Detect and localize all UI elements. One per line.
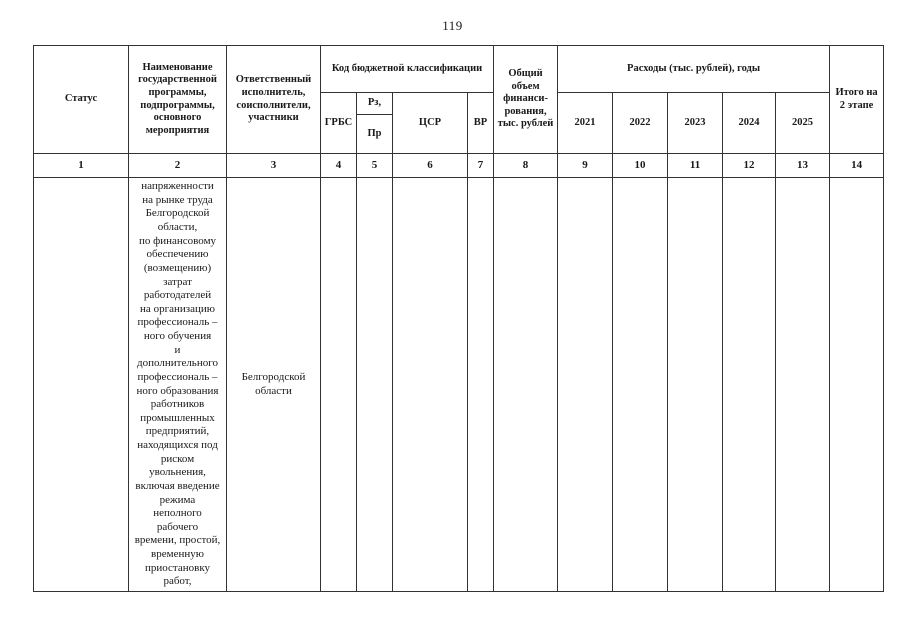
cell-csr xyxy=(393,178,468,592)
text-line: области, xyxy=(157,221,198,233)
column-number: 10 xyxy=(613,154,668,178)
header-total-volume: Общий объем финанси-рования, тыс. рублей xyxy=(494,46,558,154)
text-line: напряженности xyxy=(141,180,214,193)
header-budget-code: Код бюджетной классификации xyxy=(321,46,494,93)
column-number: 8 xyxy=(494,154,558,178)
text-line: ного образования xyxy=(136,384,219,397)
column-number: 11 xyxy=(668,154,723,178)
cell-rz-pr xyxy=(357,178,393,592)
text-line: на рынке труда xyxy=(142,193,213,206)
text-line: затрат xyxy=(163,275,192,288)
header-year-2021: 2021 xyxy=(558,93,613,154)
text-line: режима xyxy=(159,493,196,506)
column-number: 5 xyxy=(357,154,393,178)
header-rz: Рз, xyxy=(357,93,393,115)
text-line: Белгородской xyxy=(241,370,306,383)
text-line: риском xyxy=(160,452,195,465)
header-year-2024: 2024 xyxy=(723,93,776,154)
column-number: 9 xyxy=(558,154,613,178)
text-line: работодателей xyxy=(143,289,212,302)
cell-status xyxy=(34,178,129,592)
cell-2022 xyxy=(613,178,668,592)
text-line: работников xyxy=(150,398,205,411)
header-pr: Пр xyxy=(357,115,393,154)
text-line: увольнения, xyxy=(149,466,206,479)
cell-2025 xyxy=(776,178,830,592)
text-line: неполного xyxy=(153,507,202,520)
text-line: дополнительного xyxy=(137,357,218,370)
header-expenses: Расходы (тыс. рублей), годы xyxy=(558,46,830,93)
header-year-2025: 2025 xyxy=(776,93,830,154)
text-line: (возмещению) xyxy=(143,261,212,274)
cell-2023 xyxy=(668,178,723,592)
text-line: работ, xyxy=(163,575,192,588)
table-row xyxy=(34,178,884,592)
column-number: 14 xyxy=(830,154,884,178)
cell-name xyxy=(129,178,227,592)
header-status: Статус xyxy=(34,46,129,154)
text-line: обеспечению xyxy=(146,248,209,261)
text-line: профессиональ – xyxy=(137,316,218,329)
text-line: приостановку xyxy=(144,561,211,574)
text-line: предприятий, xyxy=(145,425,210,438)
text-line: профессиональ – xyxy=(137,370,218,383)
column-number: 2 xyxy=(129,154,227,178)
cell-total-volume xyxy=(494,178,558,592)
text-line: области xyxy=(255,384,292,397)
text-line: находящихся под xyxy=(137,439,218,451)
header-name: Наименование государственной программы, подпрограммы, основного мероприятия xyxy=(129,46,227,154)
cell-total-stage2 xyxy=(830,178,884,592)
header-grbs: ГРБС xyxy=(321,93,357,154)
text-line: включая введение xyxy=(135,479,220,492)
column-number: 4 xyxy=(321,154,357,178)
header-vr: ВР xyxy=(468,93,494,154)
column-number: 7 xyxy=(468,154,494,178)
text-line: ного обучения xyxy=(143,330,212,342)
cell-grbs xyxy=(321,178,357,592)
column-number: 3 xyxy=(227,154,321,178)
text-line: промышленных xyxy=(140,411,215,424)
column-number: 6 xyxy=(393,154,468,178)
header-total-stage2: Итого на 2 этапе xyxy=(830,46,884,154)
text-line: на организацию xyxy=(140,302,215,315)
cell-2021 xyxy=(558,178,613,592)
column-number: 1 xyxy=(34,154,129,178)
header-year-2022: 2022 xyxy=(613,93,668,154)
cell-2024 xyxy=(723,178,776,592)
text-line: временную xyxy=(151,548,204,560)
text-line: и xyxy=(174,343,181,356)
text-line: по финансовому xyxy=(138,234,217,247)
column-number-row xyxy=(34,154,884,178)
page-number: 119 xyxy=(442,18,463,33)
column-number: 13 xyxy=(776,154,830,178)
text-line: Белгородской xyxy=(145,207,210,220)
header-year-2023: 2023 xyxy=(668,93,723,154)
text-line: рабочего xyxy=(156,520,199,533)
name-lines xyxy=(131,180,224,589)
header-csr: ЦСР xyxy=(393,93,468,154)
header-responsible: Ответственный исполнитель, соисполнители, участники xyxy=(227,46,321,154)
cell-vr xyxy=(468,178,494,592)
column-number: 12 xyxy=(723,154,776,178)
budget-table xyxy=(33,45,884,592)
cell-responsible xyxy=(227,178,321,592)
responsible-lines xyxy=(229,371,318,398)
text-line: времени, простой, xyxy=(134,534,221,547)
